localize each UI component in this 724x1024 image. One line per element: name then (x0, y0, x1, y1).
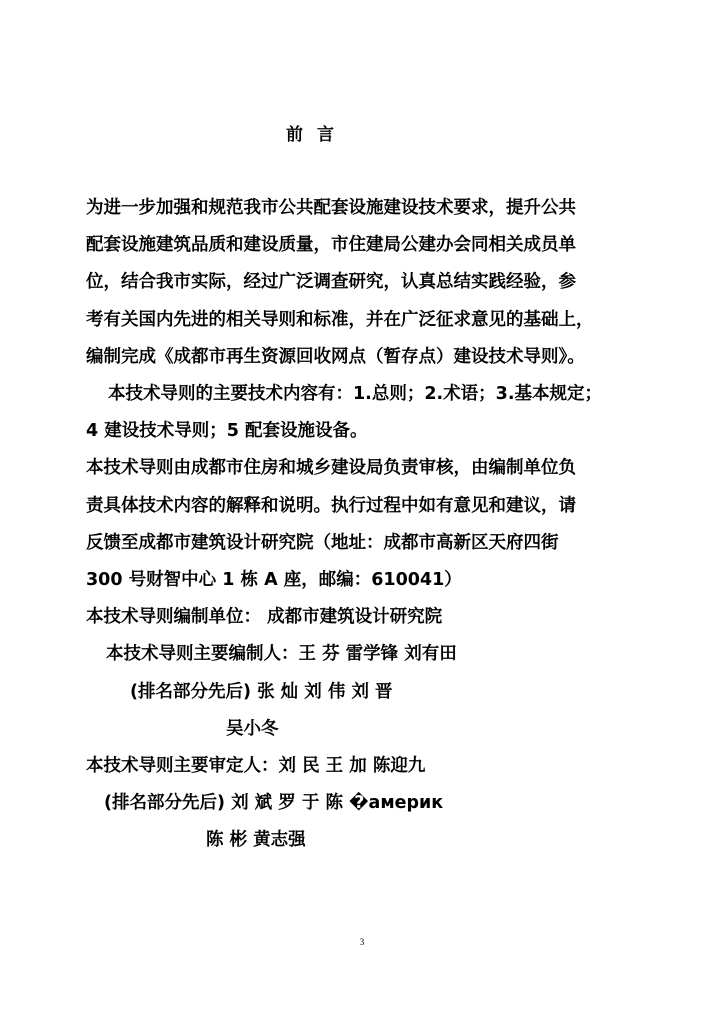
compiler-unit-line: 本技术导则编制单位： 成都市建筑设计研究院 (86, 607, 443, 628)
page-title: 前 言 (286, 125, 338, 145)
chief-reviewers-line: 本技术导则主要审定人：刘 民 王 加 陈迎九 (86, 756, 426, 777)
page-number: 3 (359, 937, 365, 947)
paragraph-line: 考有关国内先进的相关导则和标准，并在广泛征求意见的基础上， (86, 309, 594, 330)
intro-paragraph (86, 190, 658, 376)
reviewers-extra-line: 陈 彬 黄志强 (206, 830, 306, 851)
paragraph-line: 编制完成《成都市再生资源回收网点（暂存点）建设技术导则》。 (86, 346, 585, 367)
paragraph-line: 为进一步加强和规范我市公共配套设施建设技术要求，提升公共 (86, 198, 576, 218)
reviewers-order-line: (排名部分先后) 刘 斌 罗 于 陈 �америк (104, 793, 444, 814)
contents-paragraph (86, 376, 658, 450)
paragraph-line: 本技术导则由成都市住房和城乡建设局负责审核，由编制单位负 (86, 458, 576, 479)
chief-editors-line: 本技术导则主要编制人：王 芬 雷学锋 刘有田 (106, 644, 457, 665)
document-body (86, 190, 658, 860)
editors-extra-line: 吴小冬 (226, 718, 279, 739)
editors-order-line: (排名部分先后) 张 灿 刘 伟 刘 晋 (130, 681, 393, 702)
paragraph-line: 本技术导则的主要技术内容有：1.总则；2.术语；3.基本规定； (108, 384, 602, 405)
responsibility-paragraph (86, 450, 658, 599)
paragraph-line: 4 建设技术导则；5 配套设施设备。 (86, 421, 368, 442)
paragraph-line: 位，结合我市实际，经过广泛调查研究，认真总结实践经验，参 (86, 272, 576, 293)
paragraph-line: 300 号财智中心 1 栋 A 座，邮编：610041） (86, 570, 462, 591)
paragraph-line: 责具体技术内容的解释和说明。执行过程中如有意见和建议，请 (86, 495, 576, 516)
paragraph-line: 配套设施建筑品质和建设质量，市住建局公建办会同相关成员单 (86, 235, 576, 256)
paragraph-line: 反馈至成都市建筑设计研究院（地址：成都市高新区天府四街 (86, 532, 559, 553)
